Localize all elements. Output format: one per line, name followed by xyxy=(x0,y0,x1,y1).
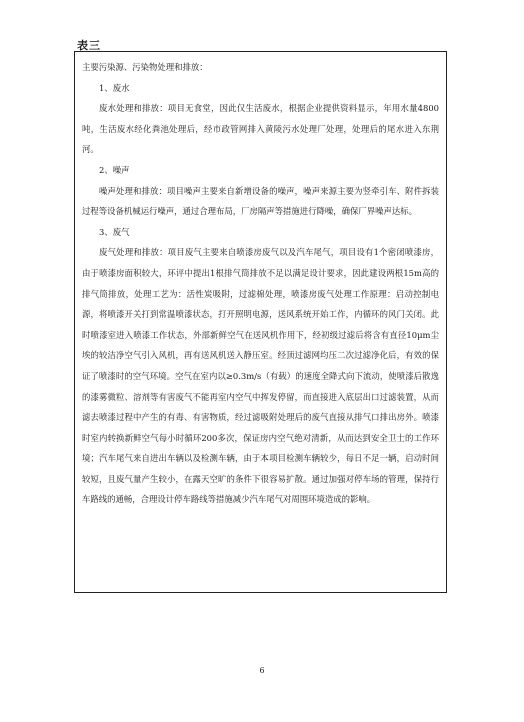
paragraph-noise: 噪声处理和排放：项目噪声主要来自新增设备的噪声，噪声来源主要为竖牵引车、附件拆装过程等设备机械运行噪声，通过合理布局，厂房隔声等措施进行降噪，确保厂界噪声达标。 xyxy=(82,185,439,217)
content-body xyxy=(82,57,439,510)
paragraph-exhaust: 废气处理和排放：项目废气主要来自喷漆房废气以及汽车尾气，项目设有1个密闭喷漆房，由于喷漆房面积较大，环评中提出1根排气筒排放不足以满足设计要求，因此建设两根15m高的排气筒排放，处理工艺为：活性炭吸附，过滤棉处理，喷漆房废气处理工作原理：启动控制电源，将喷漆开关打到常温喷漆状态，打开照明电源，送风系统开始工作，内循环的风门关闭。此时喷漆室进入喷漆工作状态，外部新鲜空气在送风机作用下，经初级过滤后将含有直径10μm尘埃的较洁净空气引入风机，再有送风机送入静压室。经顶过滤网均压二次过滤净化后，有效的保证了喷漆时的空气环境。空气在室内以≥0.3m/s（有载）的速度全降式向下流动，使喷漆后散逸的漆雾微粒、溶剂等有害废气不能再室内空气中挥发停留，而直接进入底层出口过滤装置，从而滤去喷漆过程中产生的有毒、有害物质，经过滤吸附处理后的废气直接从排气口排出房外。喷漆时室内转换新鲜空气每小时循环200多次，保证房内空气绝对清新，从而达到安全卫士的工作环境；汽车尾气来自进出车辆以及检测车辆，由于本项目检测车辆较少，每日不足一辆，启动时间较短，且废气量产生较小，在露天空旷的条件下很容易扩散。通过加强对停车场的管理，保持行车路线的通畅，合理设计停车路线等措施减少汽车尾气对周围环境造成的影响。 xyxy=(82,247,439,505)
section-heading: 主要污染源、污染物处理和排放： xyxy=(82,62,208,72)
table-label: 表三 xyxy=(77,39,101,52)
paragraph-wastewater: 废水处理和排放：项目无食堂，因此仅生活废水，根据企业提供资料显示，年用水量4800吨，生活废水经化粪池处理后，经市政管网排入黄陵污水处理厂处理，处理后的尾水进入东荆河。 xyxy=(82,103,439,155)
page-number: 6 xyxy=(259,666,265,675)
content-frame xyxy=(74,51,447,593)
section-title-wastewater: 1、废水 xyxy=(99,82,130,93)
section-title-exhaust: 3、废气 xyxy=(99,226,130,237)
section-title-noise: 2、噪声 xyxy=(99,164,130,175)
